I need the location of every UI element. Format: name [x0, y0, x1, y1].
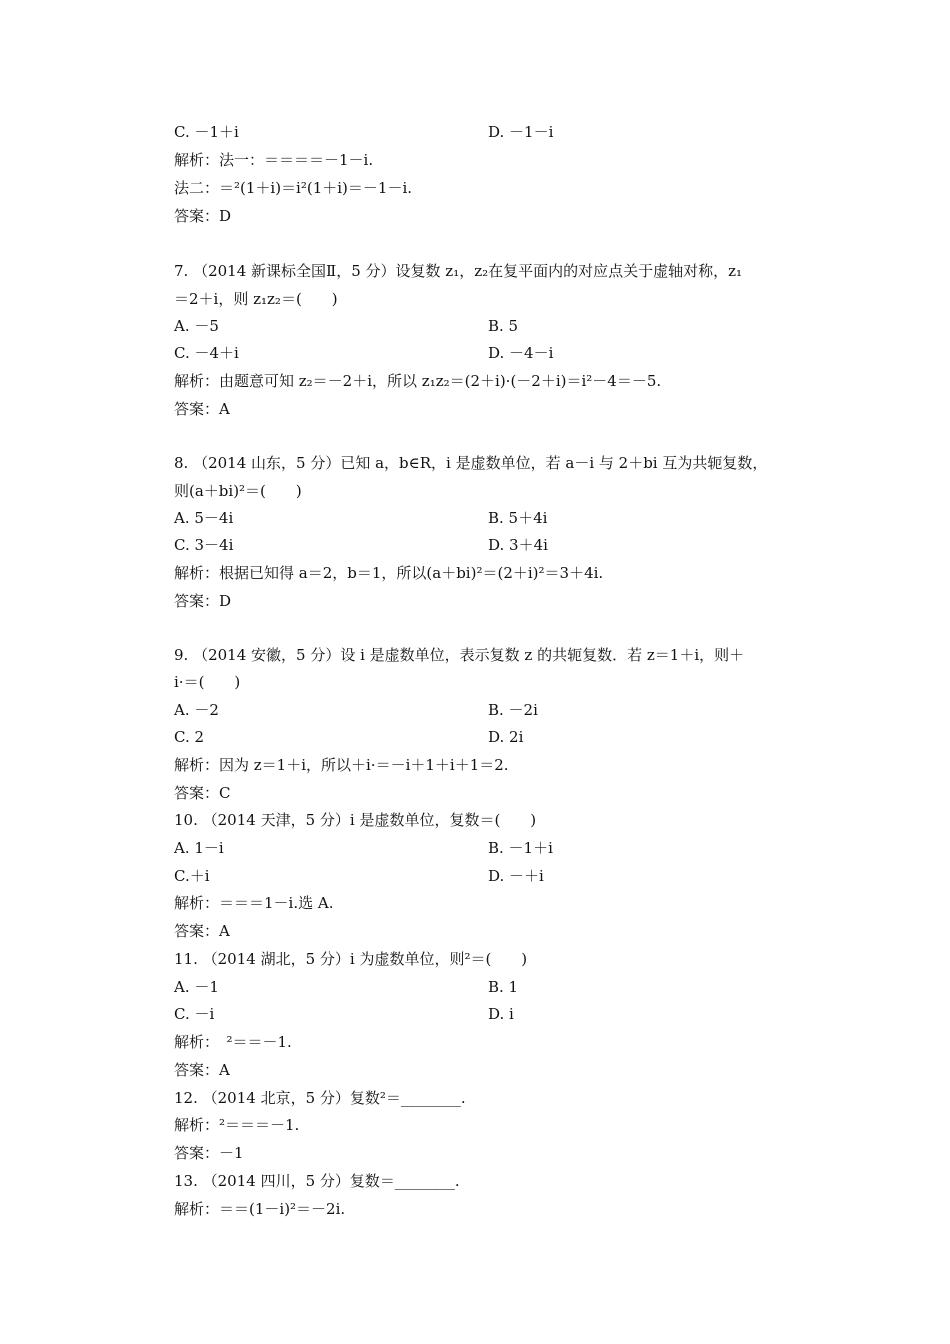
q8-option-c: C. 3－4i — [174, 536, 234, 554]
q10-option-d: D. －＋i — [488, 867, 544, 885]
q9-stem-1: 9. （2014 安徽，5 分）设 i 是虚数单位，表示复数 z 的共轭复数．若 z＝1＋i，则＋ — [174, 646, 745, 664]
q11-option-c: C. －i — [174, 1005, 215, 1023]
q7-solution: 解析：由题意可知 z₂＝－2＋i，所以 z₁z₂＝(2＋i)·(－2＋i)＝i²－4＝－5. — [174, 372, 662, 390]
q8-option-b: B. 5＋4i — [488, 509, 548, 527]
q6-solution-2: 法二：＝²(1＋i)＝i²(1＋i)＝－1－i. — [174, 179, 413, 197]
q7-option-a: A. －5 — [174, 317, 219, 335]
q10-option-c: C.＋i — [174, 867, 210, 885]
q10-stem: 10. （2014 天津，5 分）i 是虚数单位，复数＝( ) — [174, 811, 537, 829]
q11-option-b: B. 1 — [488, 978, 519, 996]
q6-solution-1: 解析：法一：＝＝＝＝－1－i. — [174, 151, 374, 169]
q13-solution: 解析：＝＝(1－i)²＝－2i. — [174, 1200, 346, 1218]
q9-answer: 答案：C — [174, 784, 231, 802]
q10-solution: 解析：＝＝＝1－i.选 A. — [174, 894, 334, 912]
q8-solution: 解析：根据已知得 a＝2，b＝1，所以(a＋bi)²＝(2＋i)²＝3＋4i. — [174, 564, 604, 582]
q9-stem-2: i·＝( ) — [174, 673, 241, 691]
q11-answer: 答案：A — [174, 1061, 230, 1079]
q9-option-d: D. 2i — [488, 728, 524, 746]
q9-solution: 解析：因为 z＝1＋i，所以＋i·＝－i＋1＋i＋1＝2. — [174, 756, 509, 774]
q11-option-a: A. －1 — [174, 978, 219, 996]
q8-answer: 答案：D — [174, 592, 232, 610]
q12-solution: 解析：²＝＝＝－1. — [174, 1116, 300, 1134]
q7-option-c: C. －4＋i — [174, 344, 239, 362]
q8-option-d: D. 3＋4i — [488, 536, 548, 554]
q7-option-b: B. 5 — [488, 317, 519, 335]
q8-stem-2: 则(a＋bi)²＝( ) — [174, 482, 302, 500]
q9-option-a: A. －2 — [174, 701, 219, 719]
q11-option-d: D. i — [488, 1005, 514, 1023]
q10-option-a: A. 1－i — [174, 839, 224, 857]
q9-option-b: B. －2i — [488, 701, 538, 719]
q10-option-b: B. －1＋i — [488, 839, 553, 857]
q11-solution: 解析： ²＝＝－1. — [174, 1033, 292, 1051]
q6-option-d: D. －1－i — [488, 123, 554, 141]
q10-answer: 答案：A — [174, 922, 230, 940]
q7-stem-2: ＝2＋i，则 z₁z₂＝( ) — [174, 290, 338, 308]
q12-stem: 12. （2014 北京，5 分）复数²＝________. — [174, 1089, 466, 1107]
q13-stem: 13. （2014 四川，5 分）复数＝________. — [174, 1172, 460, 1190]
q7-stem-1: 7. （2014 新课标全国Ⅱ，5 分）设复数 z₁，z₂在复平面内的对应点关于虚轴对称，z₁ — [174, 262, 743, 280]
q9-option-c: C. 2 — [174, 728, 205, 746]
q8-option-a: A. 5－4i — [174, 509, 234, 527]
q8-stem-1: 8. （2014 山东，5 分）已知 a，b∈R，i 是虚数单位，若 a－i 与 2＋bi 互为共轭复数， — [174, 454, 768, 472]
q12-answer: 答案：－1 — [174, 1144, 244, 1162]
q11-stem: 11. （2014 湖北，5 分）i 为虚数单位，则²＝( ) — [174, 950, 528, 968]
q6-option-c: C. －1＋i — [174, 123, 239, 141]
q7-answer: 答案：A — [174, 400, 230, 418]
q7-option-d: D. －4－i — [488, 344, 554, 362]
q6-answer: 答案：D — [174, 207, 232, 225]
